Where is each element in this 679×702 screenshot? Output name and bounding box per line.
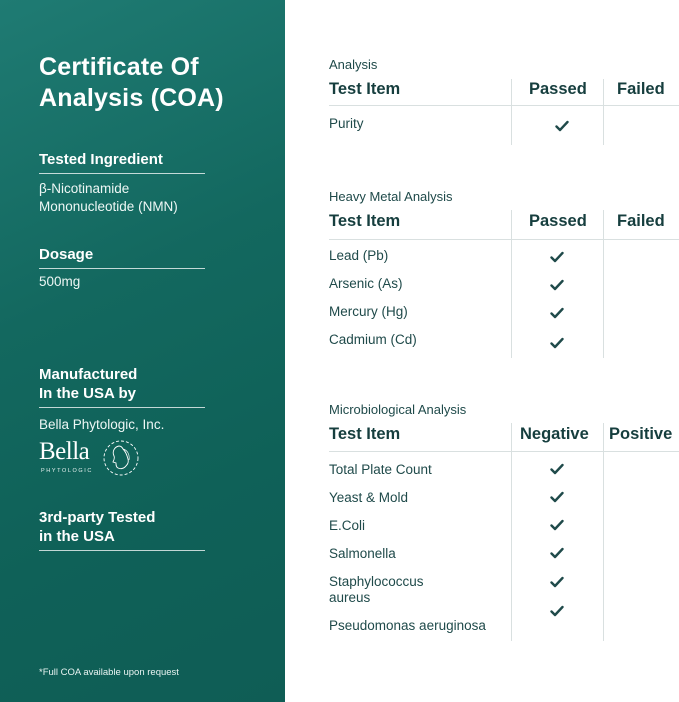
analysis-col-divider-1 [511,79,512,145]
heavy-metal-row-cadmium: Cadmium (Cd) [329,332,417,347]
page-title: Certificate Of Analysis (COA) [39,53,224,112]
micro-col-negative: Negative [520,425,589,443]
heavy-metal-col-divider-1 [511,210,512,358]
check-icon [550,519,564,531]
analysis-col-test-item: Test Item [329,80,401,98]
check-icon [550,547,564,559]
heavy-metal-col-divider-2 [603,210,604,358]
analysis-header-divider [329,105,679,106]
heavy-metal-col-test-item: Test Item [329,212,401,230]
micro-col-positive: Positive [609,425,673,443]
micro-row-yeast-mold: Yeast & Mold [329,490,409,505]
micro-col-divider-1 [511,423,512,641]
micro-row-staphylococcus-line1: Staphylococcus [329,574,424,589]
micro-row-ecoli: E.Coli [329,518,366,533]
footnote: *Full COA available upon request [39,667,179,678]
manufactured-heading-line1: Manufactured [39,366,138,383]
sidebar-panel [0,0,285,702]
micro-header-divider [329,451,679,452]
heavy-metal-col-passed: Passed [529,212,587,230]
tested-ingredient-heading: Tested Ingredient [39,150,205,174]
analysis-row-label: Purity [329,116,364,131]
check-icon [550,251,564,263]
logo-subtext: PHYTOLOGIC [41,468,93,474]
heavy-metal-section-label: Heavy Metal Analysis [329,189,453,204]
heavy-metal-row-arsenic: Arsenic (As) [329,276,403,291]
analysis-col-passed: Passed [529,80,587,98]
analysis-section-label: Analysis [329,57,378,72]
check-icon [550,491,564,503]
manufactured-heading-line2: In the USA by [39,384,205,408]
third-party-line2: in the USA [39,527,205,551]
check-icon [550,279,564,291]
heavy-metal-col-failed: Failed [617,212,665,230]
analysis-col-failed: Failed [617,80,665,98]
micro-col-test-item: Test Item [329,425,401,443]
analysis-col-divider-2 [603,79,604,145]
heavy-metal-row-mercury: Mercury (Hg) [329,304,408,319]
tested-ingredient-line1: β-Nicotinamide [39,181,130,196]
check-icon [550,605,564,617]
check-icon [550,576,564,588]
micro-row-pseudomonas: Pseudomonas aeruginosa [329,618,486,633]
check-icon [550,337,564,349]
micro-col-divider-2 [603,423,604,641]
dosage-heading: Dosage [39,245,205,269]
micro-row-staphylococcus-line2: aureus [329,590,371,605]
third-party-line1: 3rd-party Tested [39,509,156,526]
micro-row-total-plate-count: Total Plate Count [329,462,432,477]
logo-wordmark: Bella [39,438,90,465]
dosage-value: 500mg [39,274,81,289]
check-icon [550,307,564,319]
woman-profile-icon [101,436,141,480]
manufacturer-name: Bella Phytologic, Inc. [39,417,165,432]
check-icon [550,463,564,475]
heavy-metal-header-divider [329,239,679,240]
micro-row-salmonella: Salmonella [329,546,396,561]
heavy-metal-row-lead: Lead (Pb) [329,248,389,263]
check-icon [555,120,569,132]
tested-ingredient-line2: Mononucleotide (NMN) [39,199,178,214]
bella-phytologic-logo [39,436,149,480]
micro-section-label: Microbiological Analysis [329,402,467,417]
